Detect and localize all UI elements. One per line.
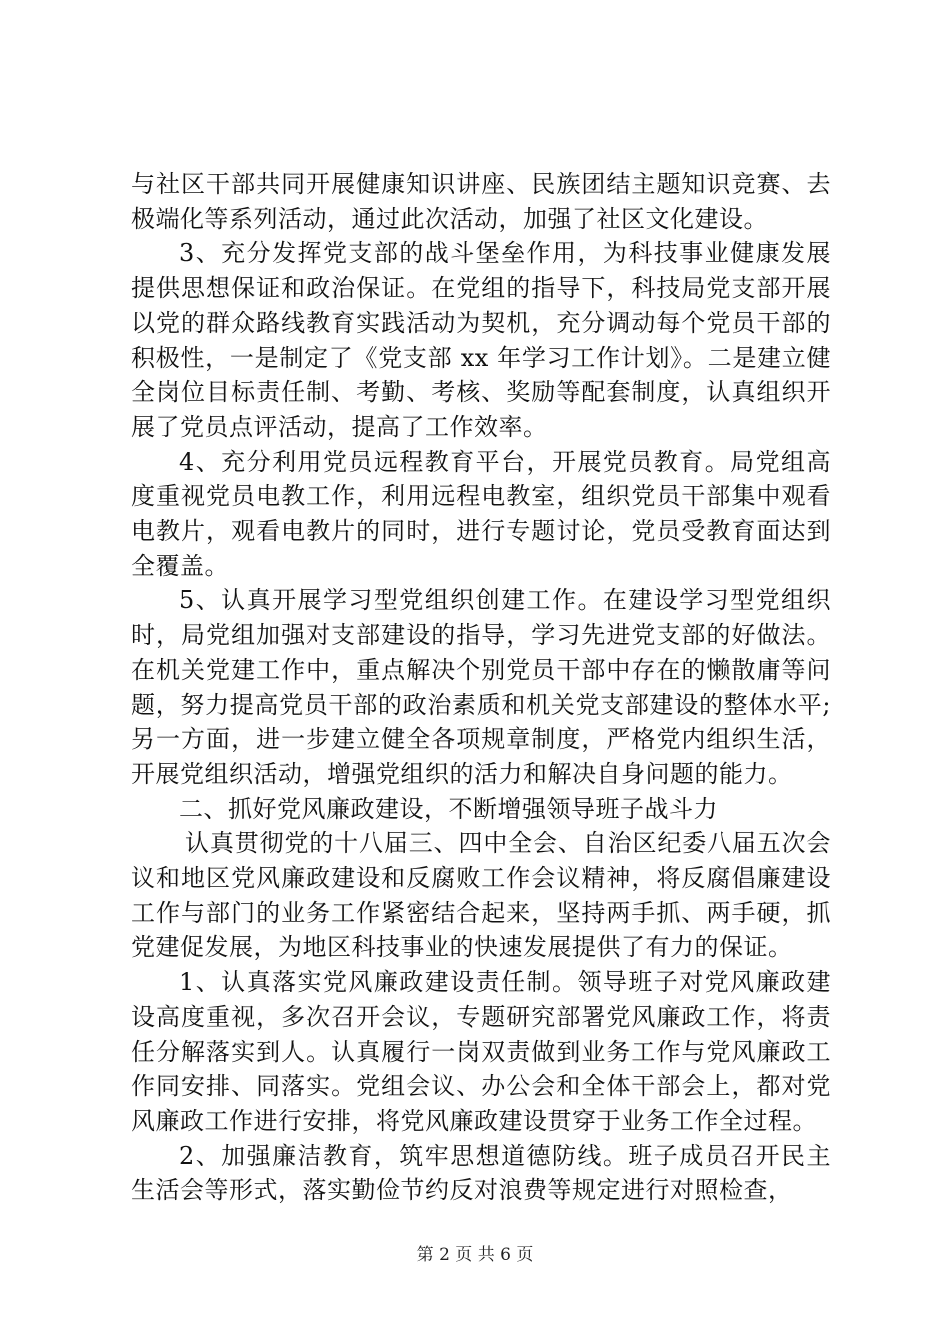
paragraph-item-1: 1、认真落实党风廉政建设责任制。领导班子对党风廉政建设高度重视，多次召开会议，专题研究部署党风廉政工作，将责任分解落实到人。认真履行一岗双责做到业务工作与党风廉政工作同安排、同落实。党组会议、办公会和全体干部会上，都对党风廉政工作进行安排，将党风廉政建设贯穿于业务工作全过程。	[131, 968, 831, 1135]
page-number-footer: 第 2 页 共 6 页	[416, 1245, 534, 1265]
paragraph-item-2: 2、加强廉洁教育，筑牢思想道德防线。班子成员召开民主生活会等形式，落实勤俭节约反对浪费等规定进行对照检查，	[131, 1141, 831, 1205]
section-heading-2: 二、抓好党风廉政建设，不断增强领导班子战斗力	[179, 794, 718, 823]
paragraph-continuation: 与社区干部共同开展健康知识讲座、民族团结主题知识竞赛、去极端化等系列活动，通过此次活动，加强了社区文化建设。	[131, 170, 831, 233]
paragraph-item-4: 4、充分利用党员远程教育平台，开展党员教育。局党组高度重视党员电教工作，利用远程电教室，组织党员干部集中观看电教片，观看电教片的同时，进行专题讨论，党员受教育面达到全覆盖。	[131, 447, 831, 580]
paragraph-item-5: 5、认真开展学习型党组织创建工作。在建设学习型党组织时，局党组加强对支部建设的指导，学习先进党支部的好做法。在机关党建工作中，重点解决个别党员干部中存在的懒散庸等问题，努力提高党员干部的政治素质和机关党支部建设的整体水平;另一方面，进一步建立健全各项规章制度，严格党内组织生活，开展党组织活动，增强党组织的活力和解决自身问题的能力。	[131, 586, 831, 788]
paragraph-section-intro: 认真贯彻党的十八届三、四中全会、自治区纪委八届五次会议和地区党风廉政建设和反腐败工作会议精神，将反腐倡廉建设工作与部门的业务工作紧密结合起来，坚持两手抓、两手硬，抓党建促发展，为地区科技事业的快速发展提供了有力的保证。	[131, 829, 831, 962]
paragraph-item-3: 3、充分发挥党支部的战斗堡垒作用，为科技事业健康发展提供思想保证和政治保证。在党组的指导下，科技局党支部开展以党的群众路线教育实践活动为契机，充分调动每个党员干部的积极性，一是制定了《党支部 xx 年学习工作计划》。二是建立健全岗位目标责任制、考勤、考核、奖励等配套制度，认真组织开展了党员点评活动，提高了工作效率。	[131, 239, 831, 441]
document-body	[131, 167, 831, 1208]
